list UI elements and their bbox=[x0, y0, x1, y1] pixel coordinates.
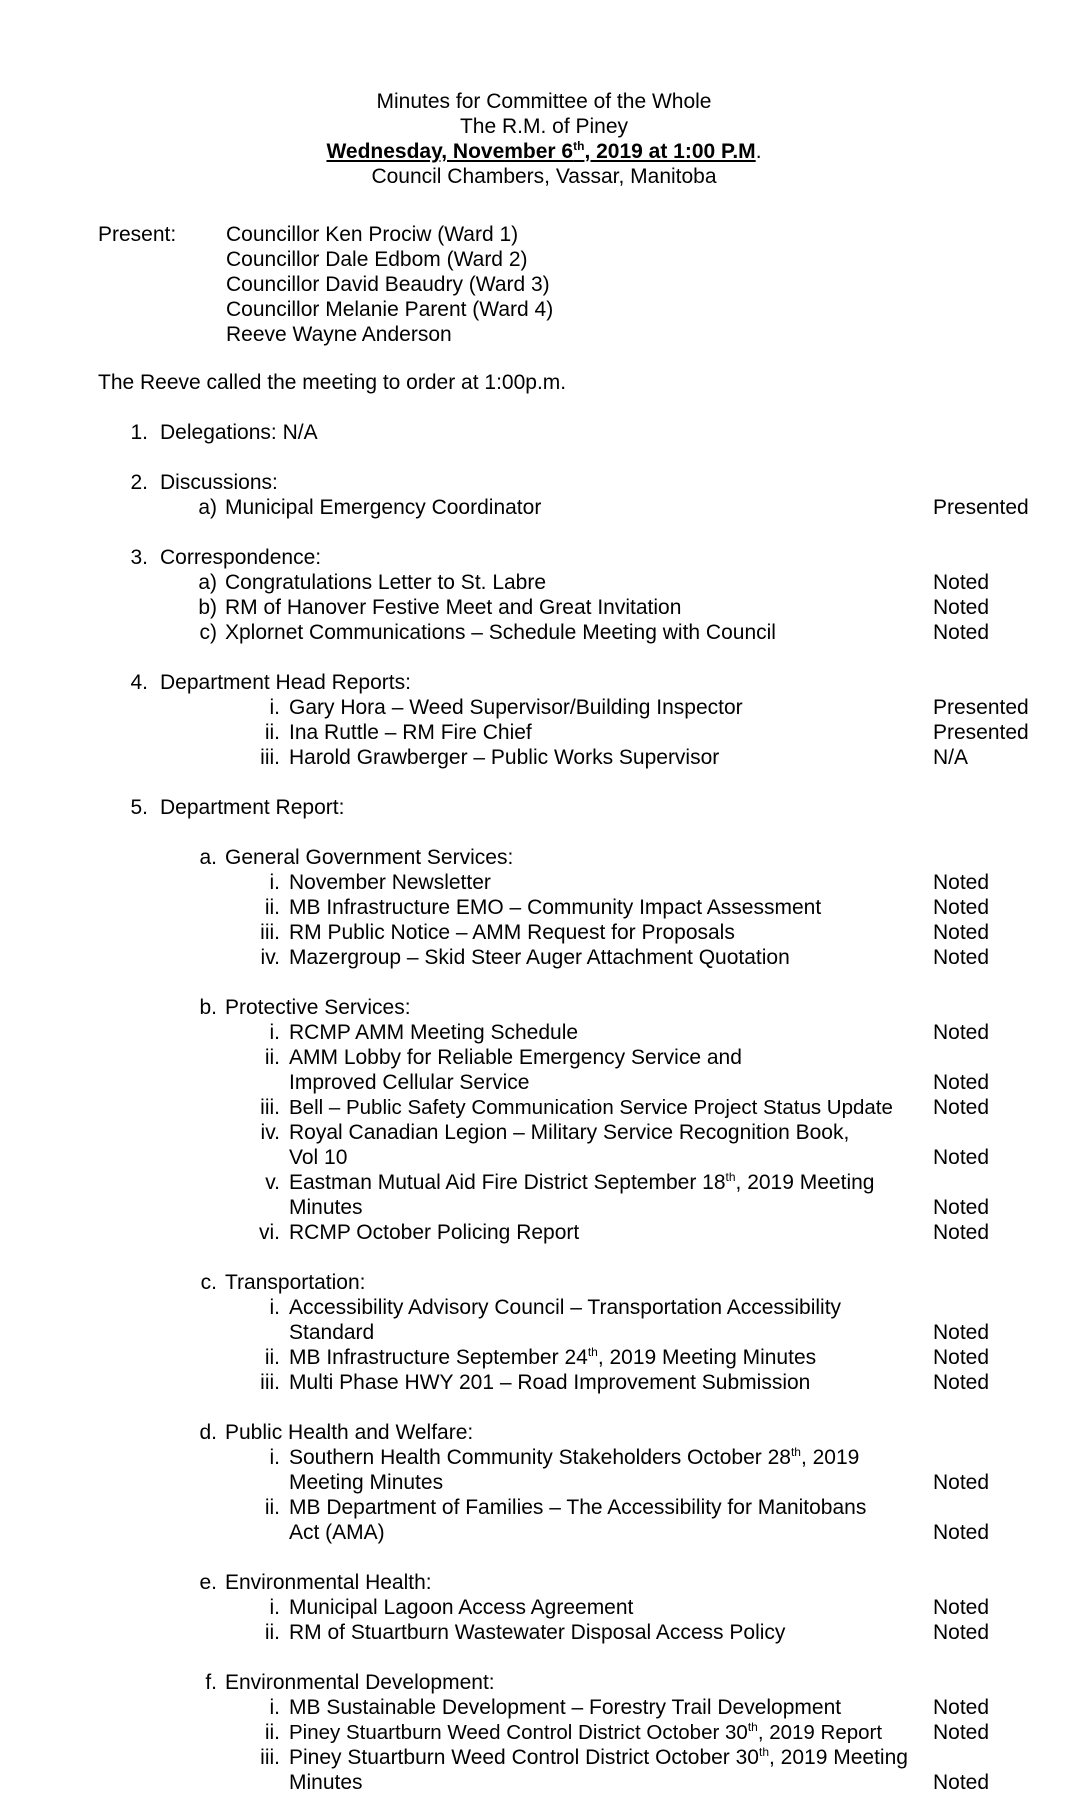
agenda bbox=[0, 420, 1088, 1820]
list-item: i. Municipal Lagoon Access Agreement Noted bbox=[269, 1596, 990, 1619]
list-item: i. RCMP AMM Meeting Schedule Noted bbox=[269, 1021, 990, 1044]
subsection-title: Public Health and Welfare: bbox=[225, 1421, 474, 1444]
subsection-letter: b. bbox=[199, 996, 217, 1019]
subsection-title: Environmental Development: bbox=[225, 1671, 495, 1694]
list-item: vi. RCMP October Policing Report Noted bbox=[259, 1221, 990, 1244]
status-text: Noted bbox=[933, 571, 990, 594]
section-number: 2. bbox=[130, 471, 148, 494]
section-discussions bbox=[0, 470, 1088, 520]
list-item: iii. Piney Stuartburn Weed Control District October 30th, 2019 Meeting Minutes Noted bbox=[260, 1745, 990, 1794]
status-text: Noted bbox=[933, 596, 990, 619]
section-number: 5. bbox=[130, 796, 148, 819]
municipality-name: The R.M. of Piney bbox=[459, 115, 629, 138]
list-item: iv. Royal Canadian Legion – Military Service Recognition Book, Vol 10 Noted bbox=[260, 1121, 990, 1169]
list-item: i. MB Sustainable Development – Forestry Trail Development Noted bbox=[269, 1696, 990, 1719]
subsection-letter: c. bbox=[200, 1271, 217, 1294]
status-text: Noted bbox=[933, 1621, 990, 1644]
status-text: Noted bbox=[933, 1771, 990, 1794]
list-item: i. Southern Health Community Stakeholders October 28th, 2019 Meeting Minutes Noted bbox=[269, 1445, 990, 1494]
list-item: i. Gary Hora – Weed Supervisor/Building Inspector Presented bbox=[269, 696, 1029, 719]
status-text: Noted bbox=[933, 1471, 990, 1494]
list-item: ii. Ina Ruttle – RM Fire Chief Presented bbox=[264, 721, 1029, 744]
list-item: iii. Harold Grawberger – Public Works Supervisor N/A bbox=[260, 746, 969, 769]
list-item: ii. Piney Stuartburn Weed Control District October 30th, 2019 Report Noted bbox=[264, 1720, 990, 1744]
status-text: N/A bbox=[933, 746, 969, 769]
section-department-report bbox=[0, 795, 1088, 1795]
section-title: Discussions: bbox=[160, 471, 278, 494]
section-title: Department Report: bbox=[160, 796, 345, 819]
section-delegations bbox=[0, 420, 1088, 445]
subsection-letter: e. bbox=[199, 1571, 217, 1594]
status-text: Noted bbox=[933, 1696, 990, 1719]
status-text: Noted bbox=[933, 921, 990, 944]
status-text: Noted bbox=[933, 1071, 990, 1094]
attendee-list bbox=[226, 222, 726, 347]
list-item: a) Municipal Emergency Coordinator Presented bbox=[198, 496, 1029, 519]
status-text: Noted bbox=[933, 1021, 990, 1044]
list-item: a) Congratulations Letter to St. Labre Noted bbox=[198, 571, 990, 594]
list-item: i. November Newsletter Noted bbox=[269, 871, 990, 894]
call-to-order: The Reeve called the meeting to order at 1:00p.m. bbox=[98, 371, 567, 394]
status-text: Noted bbox=[933, 621, 990, 644]
subsection-title: Environmental Health: bbox=[225, 1571, 432, 1594]
present-label: Present: bbox=[98, 223, 177, 246]
section-number: 4. bbox=[130, 671, 148, 694]
list-item: iv. Mazergroup – Skid Steer Auger Attachment Quotation Noted bbox=[260, 946, 990, 969]
section-department-head-reports bbox=[0, 670, 1088, 770]
status-text: Noted bbox=[933, 1521, 990, 1544]
list-item: iii. Bell – Public Safety Communication Service Project Status Update Noted bbox=[260, 1096, 990, 1119]
list-item: ii. MB Department of Families – The Accessibility for Manitobans Act (AMA) Noted bbox=[264, 1496, 990, 1544]
status-text: Noted bbox=[933, 1221, 990, 1244]
status-text: Noted bbox=[933, 1196, 990, 1219]
list-item: iii. Multi Phase HWY 201 – Road Improvement Submission Noted bbox=[260, 1371, 990, 1394]
attendee: Reeve Wayne Anderson bbox=[226, 323, 452, 346]
subsection-letter: a. bbox=[199, 846, 217, 869]
meeting-date: Wednesday, November 6th, 2019 at 1:00 P.M. bbox=[326, 139, 762, 163]
attendee: Councillor Ken Prociw (Ward 1) bbox=[226, 223, 519, 246]
subsection-title: General Government Services: bbox=[225, 846, 514, 869]
status-text: Presented bbox=[933, 721, 1029, 744]
status-text: Noted bbox=[933, 1096, 990, 1119]
section-title: Delegations: N/A bbox=[160, 421, 318, 444]
status-text: Noted bbox=[933, 1596, 990, 1619]
subsection-letter: d. bbox=[199, 1421, 217, 1444]
status-text: Presented bbox=[933, 696, 1029, 719]
list-item: ii. RM of Stuartburn Wastewater Disposal Access Policy Noted bbox=[264, 1621, 990, 1644]
status-text: Noted bbox=[933, 946, 990, 969]
list-item: v. Eastman Mutual Aid Fire District September 18th, 2019 Meeting Minutes Noted bbox=[265, 1170, 990, 1219]
status-text: Presented bbox=[933, 496, 1029, 519]
attendee: Councillor Dale Edbom (Ward 2) bbox=[226, 248, 528, 271]
list-item: ii. MB Infrastructure EMO – Community Impact Assessment Noted bbox=[264, 896, 990, 919]
subsection-title: Protective Services: bbox=[225, 996, 411, 1019]
section-correspondence bbox=[0, 545, 1088, 645]
subsection-title: Transportation: bbox=[225, 1271, 366, 1294]
status-text: Noted bbox=[933, 1371, 990, 1394]
section-title: Department Head Reports: bbox=[160, 671, 411, 694]
status-text: Noted bbox=[933, 1321, 990, 1344]
subsection-letter: f. bbox=[205, 1671, 217, 1694]
attendee: Councillor David Beaudry (Ward 3) bbox=[226, 273, 550, 296]
doc-title: Minutes for Committee of the Whole bbox=[376, 90, 712, 113]
status-text: Noted bbox=[933, 871, 990, 894]
list-item: ii. AMM Lobby for Reliable Emergency Service and Improved Cellular Service Noted bbox=[264, 1046, 990, 1094]
status-text: Noted bbox=[933, 896, 990, 919]
section-number: 3. bbox=[130, 546, 148, 569]
section-number: 1. bbox=[130, 421, 148, 444]
meeting-location: Council Chambers, Vassar, Manitoba bbox=[371, 165, 717, 188]
list-item: i. Accessibility Advisory Council – Transportation Accessibility Standard Noted bbox=[269, 1296, 990, 1344]
attendee: Councillor Melanie Parent (Ward 4) bbox=[226, 298, 554, 321]
status-text: Noted bbox=[933, 1346, 990, 1369]
status-text: Noted bbox=[933, 1721, 990, 1744]
list-item: b) RM of Hanover Festive Meet and Great Invitation Noted bbox=[198, 596, 990, 619]
list-item: iii. RM Public Notice – AMM Request for Proposals Noted bbox=[260, 921, 990, 944]
list-item: ii. MB Infrastructure September 24th, 2019 Meeting Minutes Noted bbox=[264, 1345, 990, 1369]
list-item: c) Xplornet Communications – Schedule Meeting with Council Noted bbox=[199, 621, 990, 644]
document-header bbox=[0, 89, 1088, 189]
status-text: Noted bbox=[933, 1146, 990, 1169]
section-title: Correspondence: bbox=[160, 546, 322, 569]
